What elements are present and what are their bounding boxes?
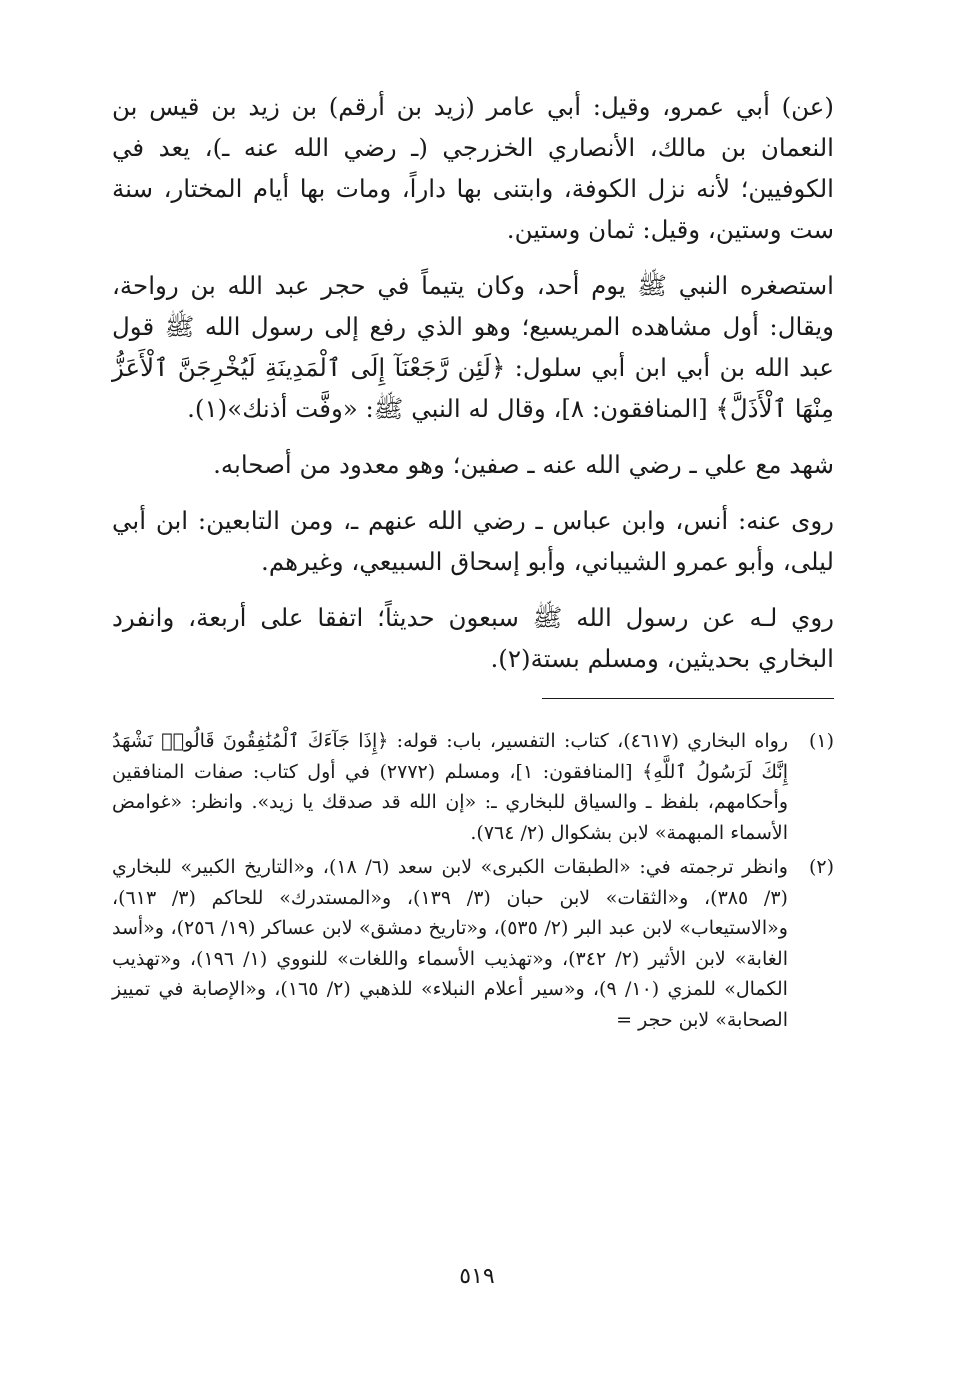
footnote-text: رواه البخاري (٤٦١٧)، كتاب: التفسير، باب: قوله: ﴿إِذَا جَآءَكَ ٱلْمُنَٰفِقُونَ قَالُوا۟ نَشْهَدُ إِنَّكَ لَرَسُولُ ٱللَّهِ﴾ [المنافقون: ١]، ومسلم (٢٧٧٢) في أول كتاب: صفات المنافقين وأحكامهم، بلفظ ـ والسياق للبخاري ـ: «إن الله قد صدقك يا زيد». وانظر: «غوامض الأسماء المبهمة» لابن بشكوال (٢/ ٧٦٤). bbox=[112, 730, 789, 844]
footnote-1 bbox=[112, 726, 834, 848]
footnote-number: (١) bbox=[808, 730, 834, 752]
page-number: ٥١٩ bbox=[459, 1264, 495, 1289]
footnote-separator bbox=[112, 692, 834, 708]
paragraph-biography-events: استصغره النبي ﷺ يوم أحد، وكان يتيماً في حجر عبد الله بن رواحة، ويقال: أول مشاهده المريسيع؛ وهو الذي رفع إلى رسول الله ﷺ قول عبد الله بن أبي ابن أبي سلول: ﴿لَئِن رَّجَعْنَآ إِلَى ٱلْمَدِينَةِ لَيُخْرِجَنَّ ٱلْأَعَزُّ مِنْهَا ٱلْأَذَلَّ﴾ [المنافقون: ٨]، وقال له النبي ﷺ: «وفَّت أذنك»(١). bbox=[112, 271, 834, 423]
paragraph-siffin: شهد مع علي ـ رضي الله عنه ـ صفين؛ وهو معدود من أصحابه. bbox=[213, 450, 834, 479]
paragraph-narrators: روى عنه: أنس، وابن عباس ـ رضي الله عنهم ـ، ومن التابعين: ابن أبي ليلى، وأبو عمرو الشيباني، وأبو إسحاق السبيعي، وغيرهم. bbox=[112, 506, 834, 576]
paragraph-biography-intro: (عن) أبي عمرو، وقيل: أبي عامر (زيد بن أرقم) بن زيد بن قيس بن النعمان بن مالك، الأنصاري الخزرجي (ـ رضي الله عنه ـ)، يعد في الكوفيين؛ لأنه نزل الكوفة، وابتنى بها داراً، ومات بها أيام المختار، سنة ست وستين، وقيل: ثمان وستين. bbox=[112, 92, 834, 244]
footnote-text: وانظر ترجمته في: «الطبقات الكبرى» لابن سعد (٦/ ١٨)، و«التاريخ الكبير» للبخاري (٣/ ٣٨٥)، و«الثقات» لابن حبان (٣/ ١٣٩)، و«المستدرك» للحاكم (٣/ ٦١٣)، و«الاستيعاب» لابن عبد البر (٢/ ٥٣٥)، و«تاريخ دمشق» لابن عساكر (١٩/ ٢٥٦)، و«أسد الغابة» لابن الأثير (٢/ ٣٤٢)، و«تهذيب الأسماء واللغات» للنووي (١/ ١٩٦)، و«تهذيب الكمال» للمزي (١٠/ ٩)، و«سير أعلام النبلاء» للذهبي (٢/ ١٦٥)، و«الإصابة في تمييز الصحابة» لابن حجر = bbox=[112, 856, 788, 1031]
footnote-2 bbox=[112, 852, 834, 1035]
page-content bbox=[112, 86, 834, 1039]
paragraph-hadith-count: روي لـه عن رسول الله ﷺ سبعون حديثاً؛ اتفقا على أربعة، وانفرد البخاري بحديثين، ومسلم بستة(٢). bbox=[112, 603, 834, 673]
footnote-rule bbox=[542, 698, 834, 699]
footnote-number: (٢) bbox=[808, 856, 834, 878]
